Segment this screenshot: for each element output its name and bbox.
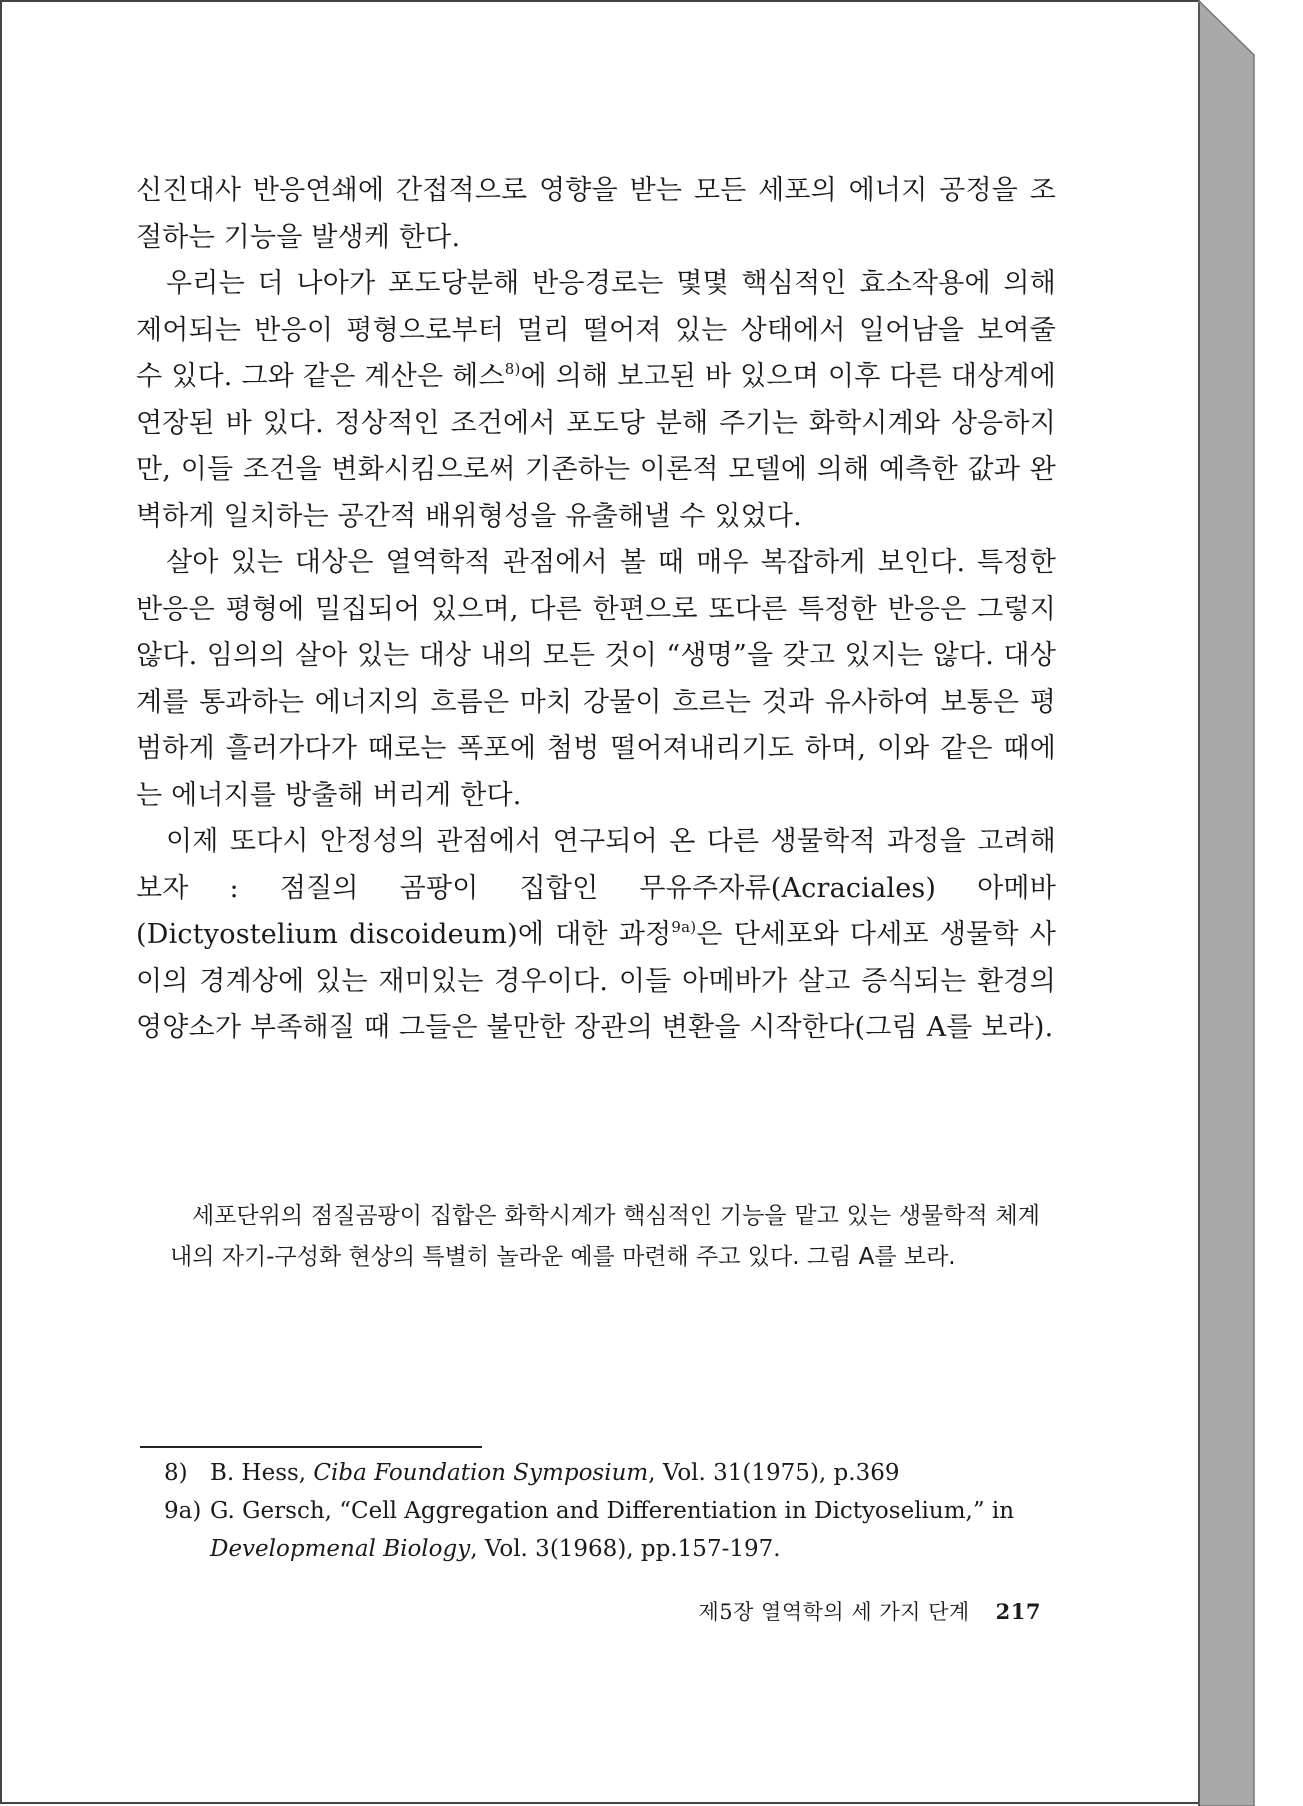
footnote-author: B. Hess, [210, 1460, 314, 1486]
footnote-ref-9a: 9a) [671, 918, 697, 936]
paragraph-4-part-a: 이제 또다시 안정성의 관점에서 연구되어 온 다른 생물학적 과정을 고려해 보자 : 점질의 곰팡이 집합인 무유주자류(Acraciales) 아메바(Dictyostelium discoideum)에 대한 과정 [136, 826, 1056, 950]
footnote-number: 8) [164, 1460, 188, 1486]
paragraph-2-part-a: 우리는 더 나아가 포도당분해 반응경로는 몇몇 핵심적인 효소작용에 의해 제어되는 반응이 평형으로부터 멀리 떨어져 있는 상태에서 일어남을 보여줄 수 있다. 그와 같은 계산은 헤스 [136, 268, 1056, 392]
chapter-title: 제5장 열역학의 세 가지 단계 [698, 1600, 970, 1624]
footnote-rule [140, 1446, 482, 1448]
footnote-source-title: Developmenal Biology [210, 1536, 471, 1562]
caption-text: 세포단위의 점질곰팡이 집합은 화학시계가 핵심적인 기능을 맡고 있는 생물학적 체계 내의 자기-구성화 현상의 특별히 놀라운 예를 마련해 주고 있다. 그림 A를 보라. [170, 1203, 1040, 1270]
figure-caption [170, 1196, 1040, 1278]
page-number: 217 [995, 1599, 1041, 1624]
footnotes [164, 1454, 1064, 1568]
running-footer [698, 1596, 1041, 1626]
paragraph-4-part-b: 은 단세포와 다세포 생물학 사이의 경계상에 있는 재미있는 경우이다. 이들 아메바가 살고 증식되는 환경의 영양소가 부족해질 때 그들은 불만한 장관의 변환을 시작한다(그림 A를 보라). [136, 919, 1057, 1043]
body-text [136, 168, 1056, 1052]
paragraph-3: 살아 있는 대상은 열역학적 관점에서 볼 때 매우 복잡하게 보인다. 특정한 반응은 평형에 밀집되어 있으며, 다른 한편으로 또다른 특정한 반응은 그렇지 않다. 임의의 살아 있는 대상 내의 모든 것이 “생명”을 갖고 있지는 않다. 대상계를 통과하는 에너지의 흐름은 마치 강물이 흐르는 것과 유사하여 보통은 평범하게 흘러가다가 때로는 폭포에 첨벙 떨어져내리기도 하며, 이와 같은 때에는 에너지를 방출해 버리게 한다. [136, 547, 1056, 811]
paragraph-1: 신진대사 반응연쇄에 간접적으로 영향을 받는 모든 세포의 에너지 공정을 조절하는 기능을 발생케 한다. [136, 175, 1056, 253]
footnote-author: G. Gersch, “Cell Aggregation and Differentiation in Dictyoselium,” in [210, 1498, 1015, 1524]
footnote-source-details: , Vol. 3(1968), pp.157-197. [470, 1536, 781, 1562]
footnote-text [210, 1492, 1064, 1568]
footnote-source-title: Ciba Foundation Symposium [313, 1460, 649, 1486]
footnote-8 [164, 1454, 1064, 1492]
paragraph-2 [136, 261, 1056, 540]
footnote-text [210, 1454, 1064, 1492]
footnote-9a [164, 1492, 1064, 1568]
paragraph-2-part-b: 에 의해 보고된 바 있으며 이후 다른 대상계에 연장된 바 있다. 정상적인 조건에서 포도당 분해 주기는 화학시계와 상응하지만, 이들 조건을 변화시킴으로써 기존하는 이론적 모델에 의해 예측한 값과 완벽하게 일치하는 공간적 배위형성을 유출해낼 수 있었다. [136, 361, 1056, 532]
footnote-number: 9a) [164, 1498, 202, 1524]
paragraph-4 [136, 819, 1056, 1052]
footnote-ref-8: 8) [504, 360, 521, 378]
footnote-source-details: , Vol. 31(1975), p.369 [648, 1460, 900, 1486]
